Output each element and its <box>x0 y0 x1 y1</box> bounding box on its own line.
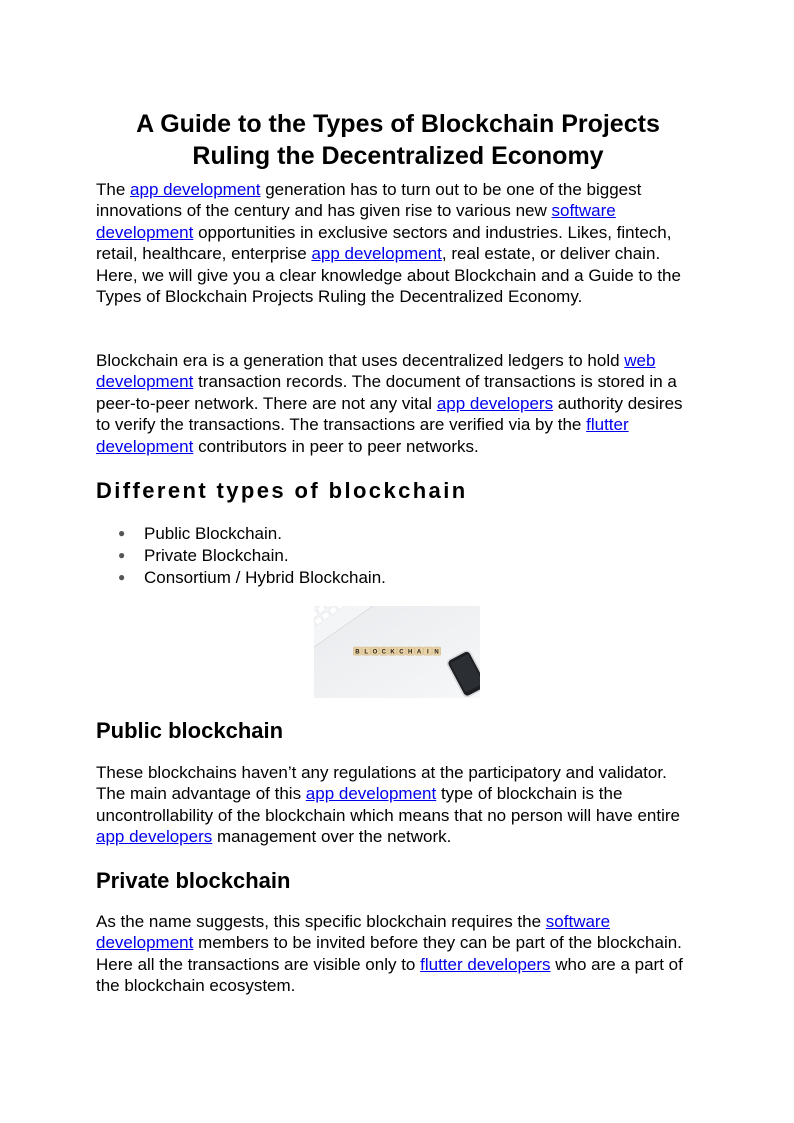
letter-tile-glyph: O <box>372 649 378 656</box>
text-link[interactable]: app development <box>311 244 442 264</box>
text-run: generation has to turn out to be one of the biggest innovations of the century and has given rise to various new <box>96 180 642 221</box>
page-title <box>96 108 700 172</box>
intro-paragraph <box>96 179 700 307</box>
text-link[interactable]: flutter developers <box>420 954 551 974</box>
bullet-icon: ● <box>118 547 126 562</box>
text-link[interactable]: flutter development <box>96 415 629 456</box>
text-run: Blockchain era is a generation that uses decentralized ledgers to hold <box>96 351 625 370</box>
types-heading: Different types of blockchain <box>96 478 468 503</box>
letter-tile-glyph: A <box>416 649 422 656</box>
text-run: members to be invited before they can be part of the blockchain. Here all the transactions are visible only to <box>96 933 682 974</box>
public-blockchain-paragraph <box>96 762 700 848</box>
text-run: opportunities in exclusive sectors and industries. Likes, fintech, retail, healthcare, enterprise <box>96 222 672 264</box>
list-item-text: Consortium / Hybrid Blockchain. <box>144 567 386 587</box>
letter-tile-glyph: K <box>390 649 395 656</box>
public-blockchain-heading: Public blockchain <box>96 718 284 743</box>
text-run: , real estate, or deliver chain. Here, we will give you a clear knowledge about Blockchain and a Guide to the Types of Blockchain Projects Ruling the Decentralized Economy. <box>96 244 681 307</box>
list-item-text: Private Blockchain. <box>144 545 289 565</box>
text-run: management over the network. <box>212 827 452 847</box>
text-link[interactable]: software development <box>96 201 616 242</box>
blockchain-photo-illustration <box>314 606 480 698</box>
text-link[interactable]: web development <box>96 351 656 392</box>
list-item-text: Public Blockchain. <box>144 524 282 543</box>
title-line-1: A Guide to the Types of Blockchain Projects <box>136 110 660 138</box>
letter-tile-glyph: L <box>364 649 369 656</box>
text-run: These blockchains haven’t any regulations at the participatory and validator. The main advantage of this <box>96 763 667 804</box>
bullet-icon: ● <box>118 526 126 540</box>
list-item <box>118 567 618 589</box>
text-link[interactable]: app development <box>130 180 261 199</box>
list-item <box>118 523 618 545</box>
blockchain-image <box>314 606 480 698</box>
text-link[interactable]: app developers <box>436 393 554 413</box>
letter-tile-glyph: B <box>355 649 360 656</box>
text-link[interactable]: app development <box>305 784 437 804</box>
text-run: contributors in peer to peer networks. <box>193 436 479 456</box>
private-blockchain-heading: Private blockchain <box>96 868 291 893</box>
title-line-2: Ruling the Decentralized Economy <box>192 142 604 170</box>
types-list <box>118 523 618 588</box>
text-run: who are a part of the blockchain ecosystem. <box>96 954 683 996</box>
blockchain-era-paragraph <box>96 350 700 457</box>
list-item <box>118 545 618 567</box>
bullet-icon: ● <box>118 569 126 584</box>
text-link[interactable]: software development <box>96 912 611 953</box>
text-run: transaction records. The document of transactions is stored in a peer-to-peer network. There are not any vital <box>96 372 677 413</box>
text-run: authority desires to verify the transactions. The transactions are verified via by the <box>96 393 683 435</box>
letter-tile-glyph: N <box>434 649 439 656</box>
letter-tile-glyph: C <box>399 649 404 656</box>
text-link[interactable]: app developers <box>96 827 213 847</box>
private-blockchain-paragraph <box>96 911 700 997</box>
text-run: type of blockchain is the uncontrollability of the blockchain which means that no person will have entire <box>96 784 680 825</box>
letter-tile-glyph: H <box>408 649 413 656</box>
letter-tile-glyph: C <box>381 649 386 656</box>
letter-tile-glyph: I <box>426 649 429 656</box>
text-run: As the name suggests, this specific blockchain requires the <box>96 912 546 931</box>
text-run: The <box>96 180 131 199</box>
